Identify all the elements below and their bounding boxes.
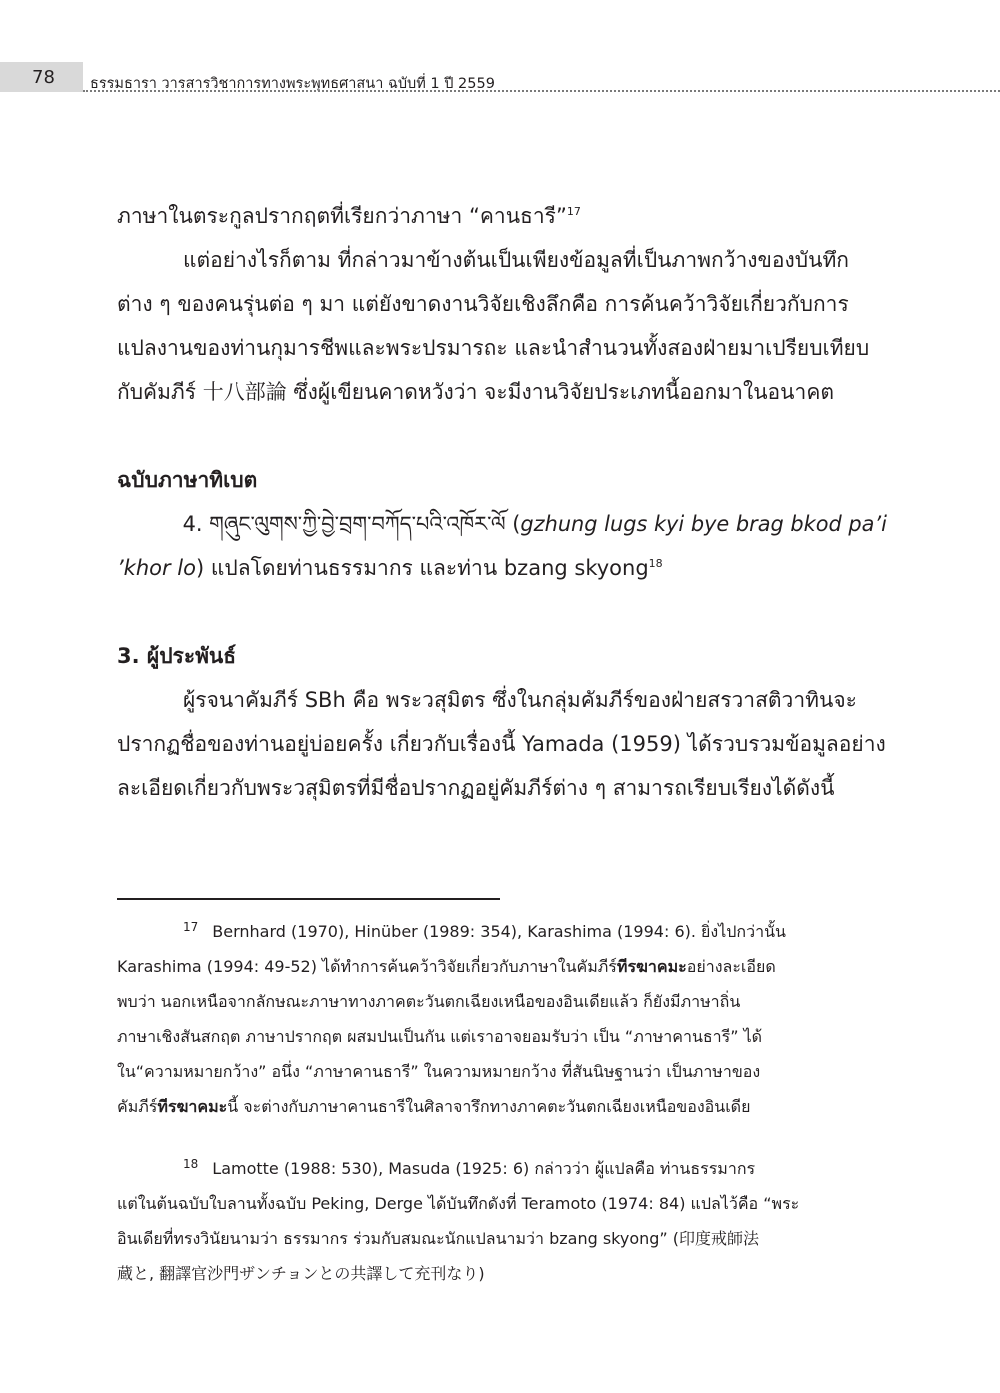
body-line: ต่าง ๆ ของคนรุ่นต่อ ๆ มา แต่ยังขาดงานวิจัยเชิงลึกคือ การค้นคว้าวิจัยเกี่ยวกับการ xyxy=(117,292,849,316)
body-line: 4. གཞུང་ལུགས་ཀྱི་བྱེ་བྲག་བཀོད་པའི་འཁོར་ལོ (gzhung lugs kyi bye brag bkod pa’i xyxy=(182,512,887,536)
body-line: ปรากฏชื่อของท่านอยู่บ่อยครั้ง เกี่ยวกับเรื่องนี้ Yamada (1959) ได้รวบรวมข้อมูลอย่าง xyxy=(117,732,886,756)
footnote-18 xyxy=(117,1151,887,1291)
body-line: ’khor lo) แปลโดยท่านธรรมากร และท่าน bzang skyong$^{18}$ xyxy=(117,556,663,580)
footnote-line: 蔵と, 翻譯官沙門ザンチョンとの共譯して充刊なり) xyxy=(117,1264,485,1283)
footnote-line: ใน“ความหมายกว้าง” อนึ่ง “ภาษาคานธารี” ในความหมายกว้าง ที่สันนิษฐานว่า เป็นภาษาของ xyxy=(117,1062,761,1081)
footnote-line: $^{17}$ Bernhard (1970), Hinüber (1989: 354), Karashima (1994: 6). ยิ่งไปกว่านั้น xyxy=(183,919,786,941)
footnote-ref-18: 18 xyxy=(648,557,663,570)
footnote-line: พบว่า นอกเหนือจากลักษณะภาษาทางภาคตะวันตกเฉียงเหนือของอินเดียแล้ว ก็ยังมีภาษาถิ่น xyxy=(117,992,741,1011)
body-line: แต่อย่างไรก็ตาม ที่กล่าวมาข้างต้นเป็นเพียงข้อมูลที่เป็นภาพกว้างของบันทึก xyxy=(183,248,850,272)
body-line: ภาษาในตระกูลปรากฤตที่เรียกว่าภาษา “คานธารี”$^{17}$ xyxy=(117,204,581,228)
section-author xyxy=(117,634,887,810)
page-header xyxy=(0,62,1000,96)
body-line: ละเอียดเกี่ยวกับพระวสุมิตรที่มีชื่อปรากฏอยู่คัมภีร์ต่าง ๆ สามารถเรียบเรียงได้ดังนี้ xyxy=(117,776,835,800)
footnote-separator xyxy=(117,898,500,900)
main-body xyxy=(117,194,887,414)
footnote-ref-17: 17 xyxy=(566,205,581,218)
section-heading: ฉบับภาษาทิเบต xyxy=(117,468,258,492)
footnote-line: แต่ในต้นฉบับใบลานทั้งฉบับ Peking, Derge ได้บันทึกดังที่ Teramoto (1974: 84) แปลไว้คือ “พระ xyxy=(117,1194,800,1213)
body-line: แปลงานของท่านกุมารชีพและพระปรมารถะ และนำสำนวนทั้งสองฝ่ายมาเปรียบเทียบ xyxy=(117,336,870,360)
footnote-line: ภาษาเชิงสันสกฤต ภาษาปรากฤต ผสมปนเป็นกัน แต่เราอาจยอมรับว่า เป็น “ภาษาคานธารี” ได้ xyxy=(117,1027,763,1046)
page-number: 78 xyxy=(32,67,55,88)
footnote-line: $^{18}$ Lamotte (1988: 530), Masuda (1925: 6) กล่าวว่า ผู้แปลคือ ท่านธรรมากร xyxy=(183,1156,756,1178)
body-line: กับคัมภีร์ 十八部論 ซึ่งผู้เขียนคาดหวังว่า จะมีงานวิจัยประเภทนี้ออกมาในอนาคต xyxy=(117,380,835,404)
footnote-line: Karashima (1994: 49-52) ได้ทำการค้นคว้าวิจัยเกี่ยวกับภาษาในคัมภีร์ทีรฆาคมะอย่างละเอียด xyxy=(117,957,776,976)
section-tibetan xyxy=(117,458,887,590)
running-title: ธรรมธารา วารสารวิชาการทางพระพุทธศาสนา ฉบับที่ 1 ปี 2559 xyxy=(90,76,495,92)
footnote-line: คัมภีร์ทีรฆาคมะนี้ จะต่างกับภาษาคานธารีในศิลาจารึกทางภาคตะวันตกเฉียงเหนือของอินเดีย xyxy=(117,1097,751,1116)
body-line: ผู้รจนาคัมภีร์ SBh คือ พระวสุมิตร ซึ่งในกลุ่มคัมภีร์ของฝ่ายสรวาสติวาทินจะ xyxy=(183,688,857,712)
page-number-box xyxy=(0,62,83,92)
section-heading: 3. ผู้ประพันธ์ xyxy=(117,644,237,668)
footnote-line: อินเดียที่ทรงวินัยนามว่า ธรรมากร ร่วมกับสมณะนักแปลนามว่า bzang skyong” (印度戒師法 xyxy=(117,1229,760,1248)
tibetan-script: གཞུང་ལུགས་ཀྱི་བྱེ་བྲག་བཀོད་པའི་འཁོར་ལོ xyxy=(209,512,506,536)
footnote-17 xyxy=(117,914,887,1124)
header-dotted-rule xyxy=(83,90,1000,92)
